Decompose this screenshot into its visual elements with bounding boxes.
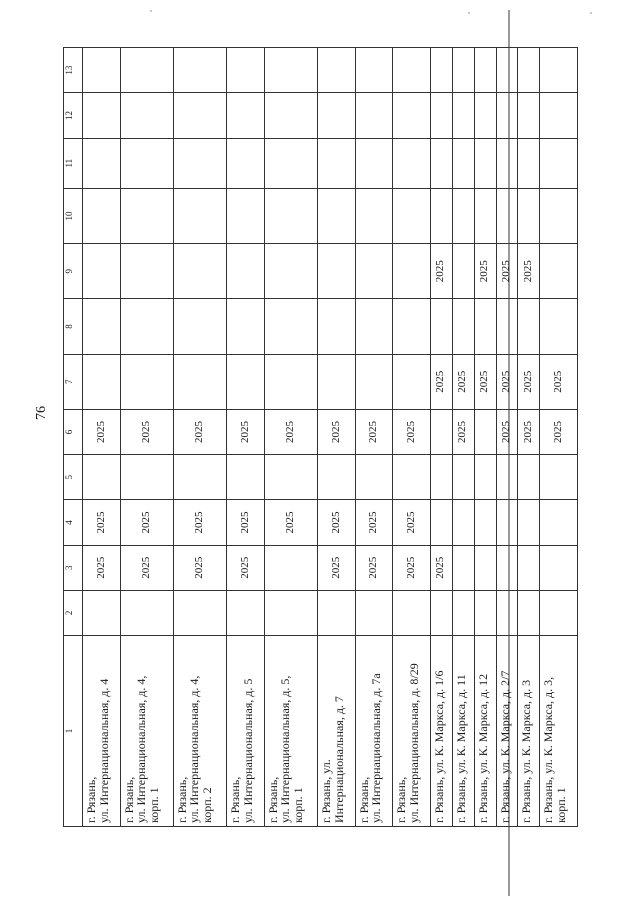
column-number-8: 8	[64, 299, 83, 354]
rotated-table-container	[63, 47, 578, 827]
column-number-11: 11	[64, 138, 83, 188]
year-cell	[355, 138, 393, 188]
year-cell	[518, 188, 540, 243]
year-cell	[355, 244, 393, 299]
year-cell	[540, 545, 578, 590]
year-cell	[518, 500, 540, 545]
table-row	[227, 48, 265, 827]
year-cell	[120, 48, 173, 93]
column-number-row	[64, 48, 83, 827]
column-number-7: 7	[64, 354, 83, 409]
year-cell: 2025	[120, 545, 173, 590]
year-cell	[452, 138, 474, 188]
table-row	[393, 48, 431, 827]
schedule-table	[63, 47, 578, 827]
year-cell	[173, 590, 226, 635]
year-cell	[496, 500, 518, 545]
year-cell: 2025	[318, 409, 356, 454]
year-cell: 2025	[355, 500, 393, 545]
year-cell	[430, 93, 452, 138]
year-cell	[474, 500, 496, 545]
year-cell: 2025	[452, 354, 474, 409]
year-cell	[264, 93, 317, 138]
year-cell	[452, 188, 474, 243]
year-cell: 2025	[318, 545, 356, 590]
column-number-4: 4	[64, 500, 83, 545]
year-cell	[430, 590, 452, 635]
address-cell: г. Рязань, ул. К. Маркса, д. 3	[518, 636, 540, 827]
year-cell	[518, 138, 540, 188]
year-cell	[120, 590, 173, 635]
year-cell	[355, 299, 393, 354]
column-number-13: 13	[64, 48, 83, 93]
year-cell	[355, 455, 393, 500]
year-cell	[474, 93, 496, 138]
address-cell: г. Рязань, ул. Интернациональная, д. 5, корп. 1	[264, 636, 317, 827]
year-cell: 2025	[173, 409, 226, 454]
year-cell	[452, 500, 474, 545]
year-cell	[83, 48, 121, 93]
year-cell	[264, 299, 317, 354]
year-cell	[452, 455, 474, 500]
year-cell	[393, 455, 431, 500]
year-cell	[496, 299, 518, 354]
table-row	[355, 48, 393, 827]
column-number-3: 3	[64, 545, 83, 590]
year-cell	[318, 138, 356, 188]
year-cell	[518, 455, 540, 500]
year-cell	[430, 299, 452, 354]
year-cell	[83, 590, 121, 635]
column-number-5: 5	[64, 455, 83, 500]
year-cell	[173, 48, 226, 93]
address-cell: г. Рязань, ул. Интернациональная, д. 4, корп. 2	[173, 636, 226, 827]
year-cell	[540, 590, 578, 635]
year-cell	[496, 188, 518, 243]
year-cell	[173, 299, 226, 354]
year-cell: 2025	[120, 500, 173, 545]
year-cell	[227, 354, 265, 409]
year-cell	[430, 409, 452, 454]
year-cell: 2025	[540, 354, 578, 409]
year-cell	[496, 545, 518, 590]
year-cell: 2025	[430, 354, 452, 409]
year-cell	[264, 188, 317, 243]
column-number-2: 2	[64, 590, 83, 635]
year-cell	[227, 93, 265, 138]
year-cell: 2025	[474, 354, 496, 409]
year-cell	[264, 48, 317, 93]
year-cell	[120, 244, 173, 299]
table-row	[430, 48, 452, 827]
year-cell	[227, 48, 265, 93]
year-cell	[120, 138, 173, 188]
year-cell: 2025	[393, 545, 431, 590]
year-cell: 2025	[496, 409, 518, 454]
year-cell	[540, 48, 578, 93]
year-cell: 2025	[496, 354, 518, 409]
table-row	[264, 48, 317, 827]
year-cell: 2025	[430, 545, 452, 590]
table-row	[120, 48, 173, 827]
year-cell	[83, 354, 121, 409]
year-cell	[83, 455, 121, 500]
year-cell	[173, 354, 226, 409]
year-cell	[264, 138, 317, 188]
table-row	[474, 48, 496, 827]
year-cell	[227, 138, 265, 188]
scan-speck	[590, 12, 592, 14]
year-cell	[452, 244, 474, 299]
year-cell	[518, 299, 540, 354]
year-cell	[452, 590, 474, 635]
year-cell	[518, 93, 540, 138]
table-row	[83, 48, 121, 827]
year-cell	[264, 455, 317, 500]
year-cell	[518, 545, 540, 590]
year-cell	[430, 138, 452, 188]
table-row	[318, 48, 356, 827]
year-cell: 2025	[452, 409, 474, 454]
year-cell: 2025	[474, 244, 496, 299]
year-cell	[474, 545, 496, 590]
year-cell	[474, 409, 496, 454]
year-cell	[393, 138, 431, 188]
year-cell: 2025	[264, 500, 317, 545]
page-number: 76	[34, 406, 49, 420]
year-cell	[264, 545, 317, 590]
year-cell	[474, 138, 496, 188]
column-number-6: 6	[64, 409, 83, 454]
table-row	[452, 48, 474, 827]
column-number-1: 1	[64, 636, 83, 827]
year-cell	[452, 299, 474, 354]
year-cell: 2025	[173, 500, 226, 545]
year-cell	[540, 299, 578, 354]
address-cell: г. Рязань, ул. К. Маркса, д. 2/7	[496, 636, 518, 827]
scan-speck	[150, 10, 152, 12]
year-cell	[318, 93, 356, 138]
year-cell	[227, 299, 265, 354]
year-cell	[496, 138, 518, 188]
year-cell	[355, 48, 393, 93]
year-cell: 2025	[393, 409, 431, 454]
year-cell	[264, 244, 317, 299]
year-cell	[474, 590, 496, 635]
year-cell	[355, 188, 393, 243]
year-cell: 2025	[518, 409, 540, 454]
table-row	[496, 48, 518, 827]
year-cell	[540, 188, 578, 243]
year-cell	[120, 93, 173, 138]
year-cell	[540, 138, 578, 188]
column-number-12: 12	[64, 93, 83, 138]
year-cell	[120, 455, 173, 500]
year-cell	[496, 590, 518, 635]
year-cell	[474, 455, 496, 500]
year-cell	[173, 188, 226, 243]
year-cell	[355, 590, 393, 635]
year-cell	[540, 455, 578, 500]
year-cell	[173, 93, 226, 138]
address-cell: г. Рязань, ул. Интернациональная, д. 5	[227, 636, 265, 827]
year-cell	[173, 244, 226, 299]
year-cell	[452, 545, 474, 590]
year-cell: 2025	[264, 409, 317, 454]
year-cell	[355, 93, 393, 138]
address-cell: г. Рязань, ул. К. Маркса, д. 3, корп. 1	[540, 636, 578, 827]
year-cell	[318, 48, 356, 93]
year-cell: 2025	[393, 500, 431, 545]
year-cell	[518, 48, 540, 93]
year-cell	[318, 455, 356, 500]
year-cell	[227, 244, 265, 299]
year-cell: 2025	[120, 409, 173, 454]
year-cell: 2025	[518, 244, 540, 299]
year-cell	[540, 93, 578, 138]
scan-speck	[468, 12, 470, 14]
year-cell: 2025	[227, 500, 265, 545]
year-cell: 2025	[83, 500, 121, 545]
column-number-9: 9	[64, 244, 83, 299]
year-cell: 2025	[227, 545, 265, 590]
year-cell	[452, 93, 474, 138]
year-cell	[496, 93, 518, 138]
address-cell: г. Рязань, ул. К. Маркса, д. 12	[474, 636, 496, 827]
year-cell: 2025	[496, 244, 518, 299]
year-cell: 2025	[430, 244, 452, 299]
year-cell	[540, 500, 578, 545]
year-cell	[264, 590, 317, 635]
address-cell: г. Рязань, ул. Интернациональная, д. 7а	[355, 636, 393, 827]
year-cell	[393, 299, 431, 354]
year-cell	[83, 244, 121, 299]
year-cell	[393, 354, 431, 409]
year-cell	[430, 455, 452, 500]
year-cell	[393, 48, 431, 93]
year-cell: 2025	[355, 409, 393, 454]
year-cell	[393, 244, 431, 299]
year-cell	[120, 188, 173, 243]
year-cell	[173, 138, 226, 188]
address-cell: г. Рязань, ул. К. Маркса, д. 1/6	[430, 636, 452, 827]
year-cell	[474, 299, 496, 354]
year-cell	[430, 188, 452, 243]
address-cell: г. Рязань, ул. Интернациональная, д. 7	[318, 636, 356, 827]
year-cell	[474, 188, 496, 243]
year-cell	[496, 455, 518, 500]
year-cell	[264, 354, 317, 409]
year-cell	[355, 354, 393, 409]
table-row	[540, 48, 578, 827]
year-cell	[318, 188, 356, 243]
year-cell: 2025	[83, 409, 121, 454]
year-cell	[393, 188, 431, 243]
year-cell: 2025	[355, 545, 393, 590]
year-cell	[83, 138, 121, 188]
year-cell	[318, 354, 356, 409]
year-cell	[452, 48, 474, 93]
column-number-10: 10	[64, 188, 83, 243]
year-cell	[393, 590, 431, 635]
address-cell: г. Рязань, ул. К. Маркса, д. 11	[452, 636, 474, 827]
year-cell: 2025	[518, 354, 540, 409]
year-cell	[120, 354, 173, 409]
year-cell	[430, 500, 452, 545]
year-cell	[83, 188, 121, 243]
year-cell	[430, 48, 452, 93]
year-cell	[318, 590, 356, 635]
year-cell	[83, 299, 121, 354]
year-cell	[474, 48, 496, 93]
year-cell: 2025	[173, 545, 226, 590]
year-cell: 2025	[318, 500, 356, 545]
year-cell	[318, 244, 356, 299]
address-cell: г. Рязань, ул. Интернациональная, д. 8/29	[393, 636, 431, 827]
year-cell	[227, 455, 265, 500]
year-cell	[227, 188, 265, 243]
year-cell	[227, 590, 265, 635]
year-cell: 2025	[540, 409, 578, 454]
year-cell	[393, 93, 431, 138]
year-cell: 2025	[83, 545, 121, 590]
year-cell	[173, 455, 226, 500]
year-cell	[540, 244, 578, 299]
year-cell	[496, 48, 518, 93]
address-cell: г. Рязань, ул. Интернациональная, д. 4, корп. 1	[120, 636, 173, 827]
year-cell	[120, 299, 173, 354]
table-row	[518, 48, 540, 827]
table-row	[173, 48, 226, 827]
year-cell	[518, 590, 540, 635]
year-cell: 2025	[227, 409, 265, 454]
address-cell: г. Рязань, ул. Интернациональная, д. 4	[83, 636, 121, 827]
year-cell	[318, 299, 356, 354]
year-cell	[83, 93, 121, 138]
